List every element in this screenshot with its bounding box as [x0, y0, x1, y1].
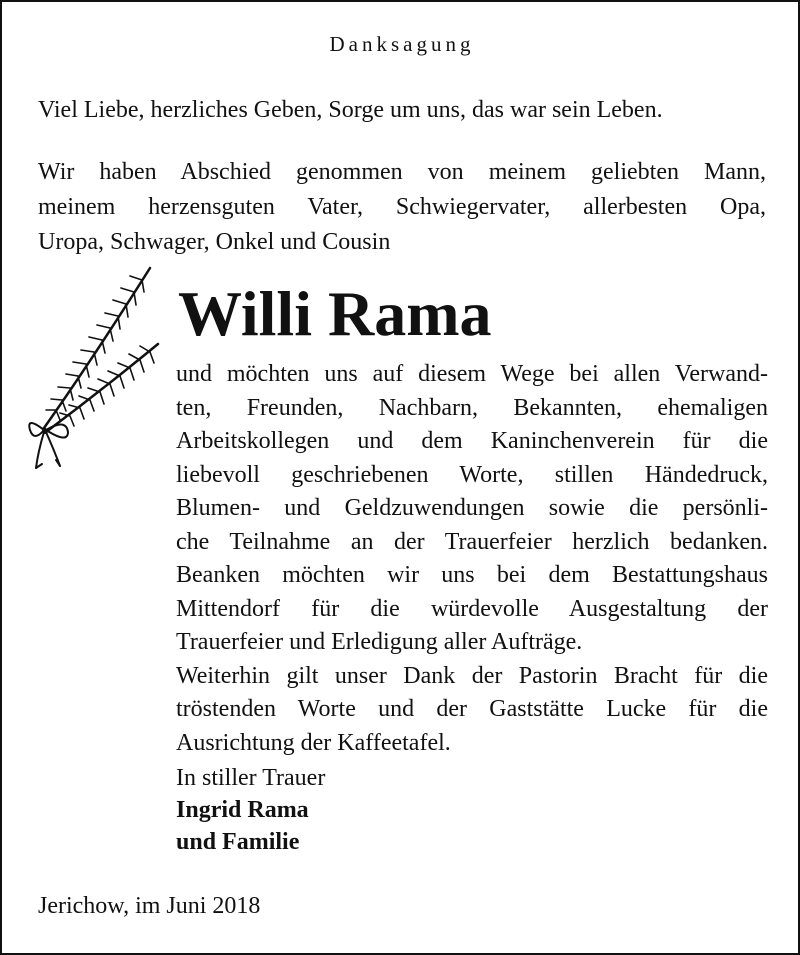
body-line: Trauerfeier und Erledigung aller Aufträge. — [176, 629, 583, 655]
intro-line: Wir haben Abschied genommen von meinem geliebten Mann, — [38, 159, 766, 185]
body-line: Mittendorf für die würdevolle Ausgestaltung der — [176, 595, 768, 622]
motto-line: Viel Liebe, herzliches Geben, Sorge um uns, das war sein Leben. — [38, 97, 663, 123]
notice-heading: Danksagung — [329, 32, 475, 56]
intro-paragraph — [38, 155, 766, 260]
body-line: Ausrichtung der Kaffeetafel. — [176, 729, 451, 756]
body-line: und möchten uns auf diesem Wege bei allen Verwand- — [176, 361, 768, 387]
deceased-name: Willi Rama — [178, 278, 492, 349]
fir-branch-with-bow-icon — [22, 260, 172, 480]
intro-line: Uropa, Schwager, Onkel und Cousin — [38, 229, 391, 255]
body-line: liebevoll geschriebenen Worte, stillen Händedruck, — [176, 461, 768, 488]
body-line: Arbeitskollegen und dem Kaninchenverein für die — [176, 428, 768, 454]
signature-family: und Familie — [176, 829, 300, 855]
signature-block — [176, 762, 325, 858]
thanks-paragraph — [176, 358, 768, 760]
body-line: Blumen- und Geldzuwendungen sowie die persönli- — [176, 495, 768, 521]
signature-closing: In stiller Trauer — [176, 765, 326, 791]
body-line: Weiterhin gilt unser Dank der Pastorin Bracht für die — [176, 662, 768, 689]
body-line: tröstenden Worte und der Gaststätte Lucke für die — [176, 696, 768, 722]
place-and-date: Jerichow, im Juni 2018 — [38, 893, 261, 919]
intro-line: meinem herzensguten Vater, Schwiegervater, allerbesten Opa, — [38, 194, 766, 220]
body-line: che Teilnahme an der Trauerfeier herzlich bedanken. — [176, 528, 768, 555]
body-line: Beanken möchten wir uns bei dem Bestattungshaus — [176, 562, 768, 588]
signature-name: Ingrid Rama — [176, 797, 309, 823]
body-line: ten, Freunden, Nachbarn, Bekannten, ehemaligen — [176, 394, 768, 421]
